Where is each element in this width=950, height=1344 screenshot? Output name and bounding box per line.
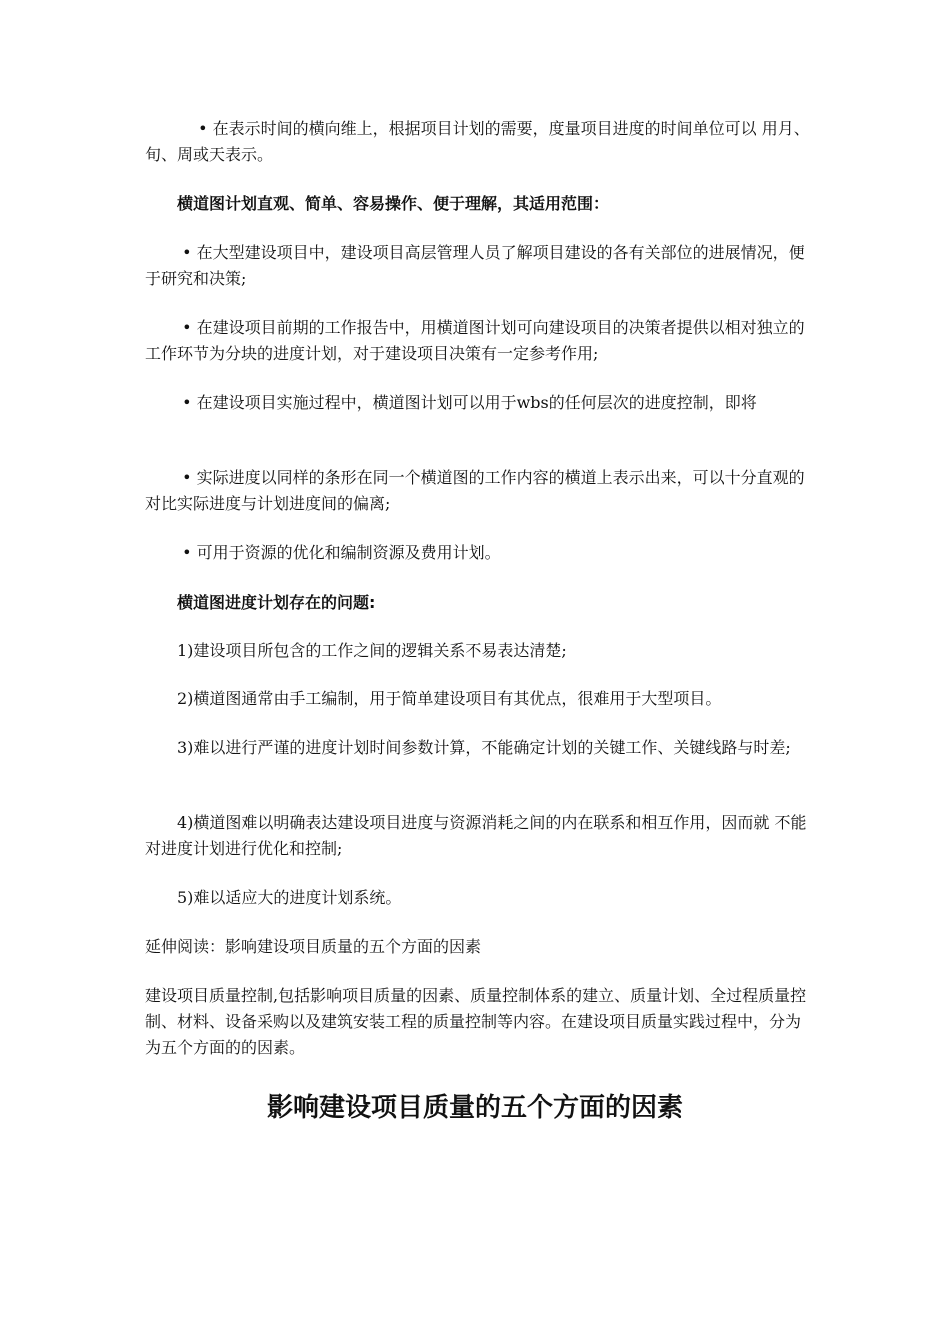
paragraph-problem-4: 4)横道图难以明确表达建设项目进度与资源消耗之间的内在联系和相互作用，因而就 不能对进度计划进行优化和控制; — [145, 813, 807, 858]
paragraph-scope-3: • 在建设项目实施过程中，横道图计划可以用于wbs的任何层次的进度控制，即将 — [145, 393, 757, 412]
paragraph-problem-3: 3)难以进行严谨的进度计划时间参数计算，不能确定计划的关键工作、关键线路与时差; — [145, 738, 791, 757]
paragraph-scope-1: • 在大型建设项目中，建设项目高层管理人员了解项目建设的各有关部位的进展情况，便于研究和决策; — [145, 243, 805, 288]
paragraph-problem-2: 2)横道图通常由手工编制，用于简单建设项目有其优点，很难用于大型项目。 — [145, 689, 722, 708]
paragraph-problem-1: 1)建设项目所包含的工作之间的逻辑关系不易表达清楚; — [145, 641, 567, 660]
paragraph-extended-reading: 延伸阅读：影响建设项目质量的五个方面的因素 — [145, 937, 482, 956]
heading-problems: 横道图进度计划存在的问题: — [145, 593, 376, 612]
paragraph-quality-intro: 建设项目质量控制,包括影响项目质量的因素、质量控制体系的建立、质量计划、全过程质量控制、材料、设备采购以及建筑安装工程的质量控制等内容。在建设项目质量实践过程中，分为为五个方面的的因素。 — [145, 986, 807, 1057]
page-title: 影响建设项目质量的五个方面的因素 — [266, 1093, 683, 1123]
paragraph-scope-5: • 可用于资源的优化和编制资源及费用计划。 — [145, 543, 501, 562]
paragraph-scope-2: • 在建设项目前期的工作报告中，用横道图计划可向建设项目的决策者提供以相对独立的工作环节为分块的进度计划，对于建设项目决策有一定参考作用; — [145, 318, 805, 363]
paragraph-problem-5: 5)难以适应大的进度计划系统。 — [145, 888, 402, 907]
paragraph-scope-4: • 实际进度以同样的条形在同一个横道图的工作内容的横道上表示出来，可以十分直观的对比实际进度与计划进度间的偏离; — [145, 468, 805, 513]
heading-scope: 横道图计划直观、简单、容易操作、便于理解，其适用范围： — [145, 194, 610, 213]
paragraph-time-unit: • 在表示时间的横向维上，根据项目计划的需要，度量项目进度的时间单位可以 用月、旬、周或天表示。 — [145, 119, 810, 164]
